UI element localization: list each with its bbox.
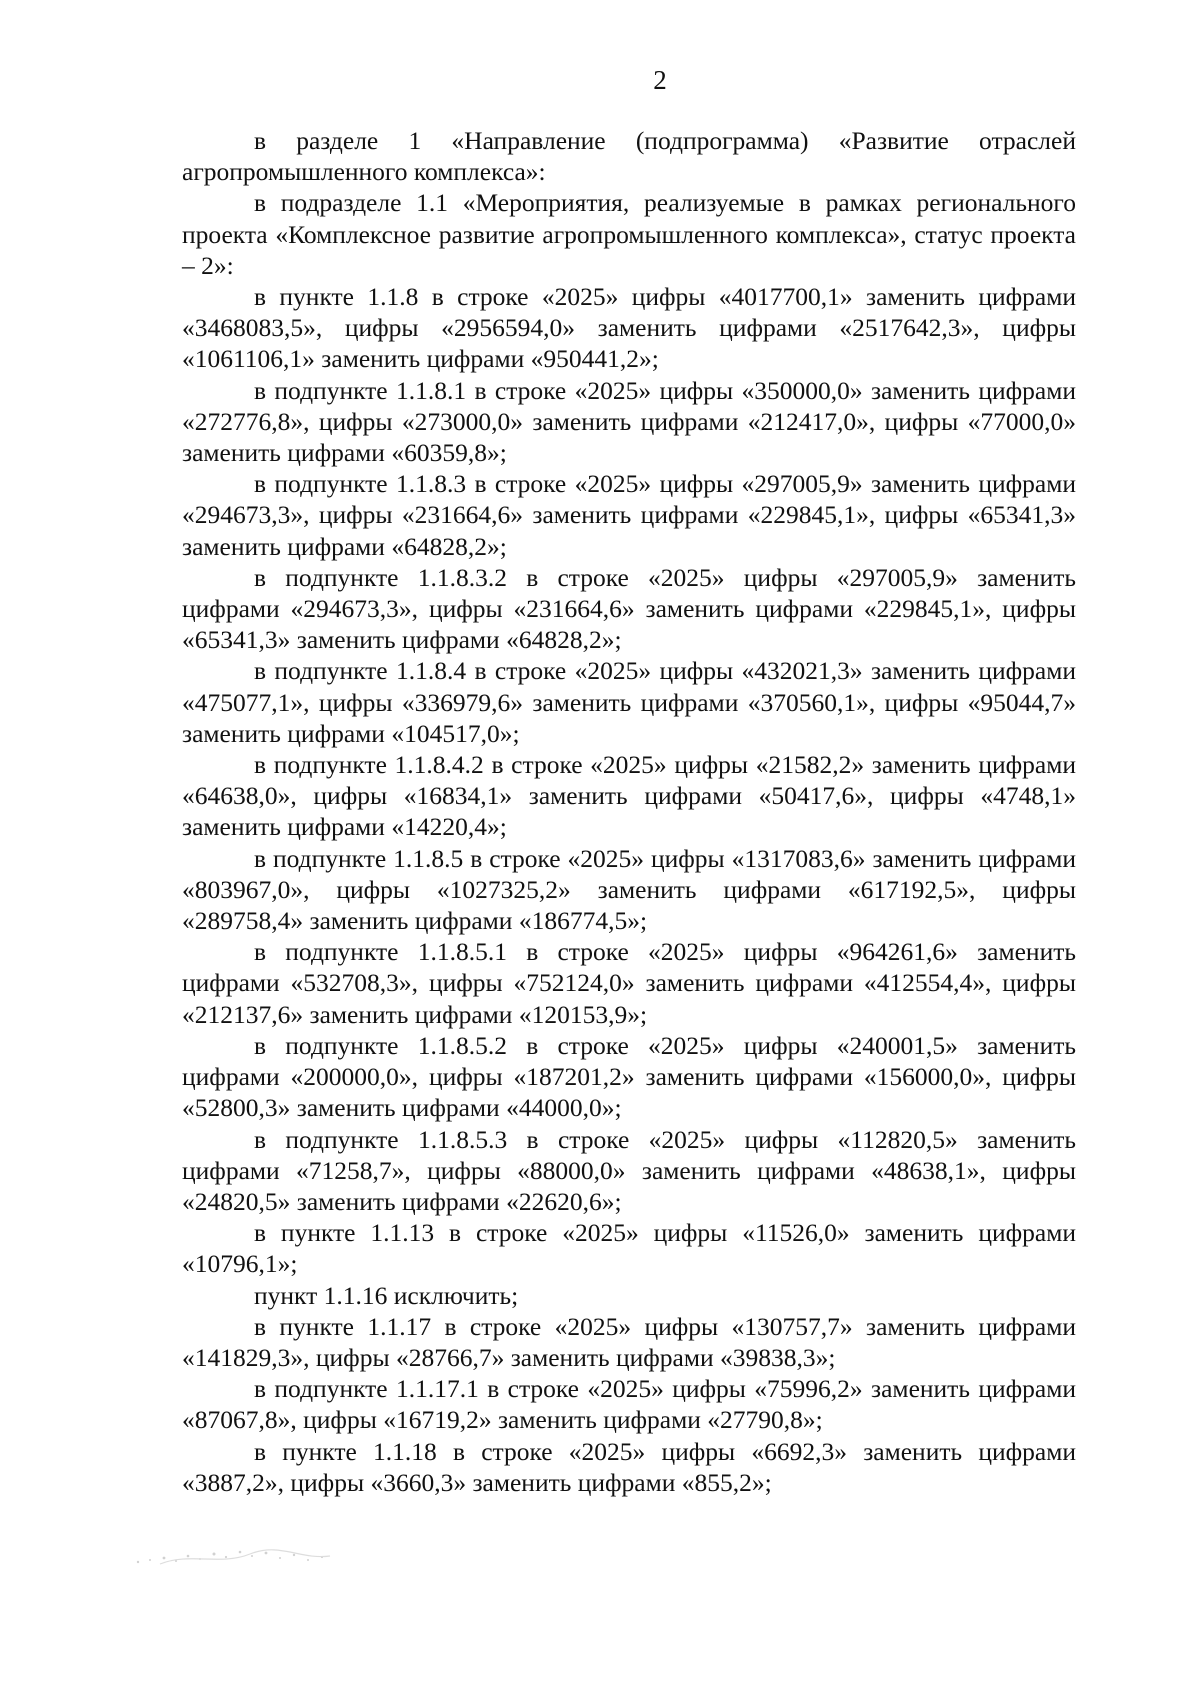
paragraph-subitem-1-1-8-4-2: в подпункте 1.1.8.4.2 в строке «2025» цифры «21582,2» заменить цифрами «64638,0», цифры «16834,1» заменить цифрами «50417,6», цифры «4748,1» заменить цифрами «14220,4»;: [182, 750, 1076, 842]
paragraph-subsection-1-1: в подразделе 1.1 «Мероприятия, реализуемые в рамках регионального проекта «Комплексное развитие агропромышленного комплекса», статус проекта – 2»:: [182, 188, 1076, 280]
paragraph-subitem-1-1-8-4: в подпункте 1.1.8.4 в строке «2025» цифры «432021,3» заменить цифрами «475077,1», цифры «336979,6» заменить цифрами «370560,1», цифры «95044,7» заменить цифрами «104517,0»;: [182, 656, 1076, 748]
paragraph-subitem-1-1-8-3-2: в подпункте 1.1.8.3.2 в строке «2025» цифры «297005,9» заменить цифрами «294673,3», цифры «231664,6» заменить цифрами «229845,1», цифры «65341,3» заменить цифрами «64828,2»;: [182, 562, 1076, 655]
paragraph-subitem-1-1-8-5-3: в подпункте 1.1.8.5.3 в строке «2025» цифры «112820,5» заменить цифрами «71258,7», цифры «88000,0» заменить цифрами «48638,1», цифры «24820,5» заменить цифрами «22620,6»;: [182, 1124, 1076, 1216]
paragraph-subitem-1-1-8-5-1: в подпункте 1.1.8.5.1 в строке «2025» цифры «964261,6» заменить цифрами «532708,3», цифры «752124,0» заменить цифрами «412554,4», цифры «212137,6» заменить цифрами «120153,9»;: [182, 937, 1076, 1029]
paragraph-subitem-1-1-8-5-2: в подпункте 1.1.8.5.2 в строке «2025» цифры «240001,5» заменить цифрами «200000,0», цифры «187201,2» заменить цифрами «156000,0», цифры «52800,3» заменить цифрами «44000,0»;: [182, 1030, 1076, 1123]
page-number: 2: [653, 65, 667, 95]
paragraph-subitem-1-1-17-1: в подпункте 1.1.17.1 в строке «2025» цифры «75996,2» заменить цифрами «87067,8», цифры «16719,2» заменить цифрами «27790,8»;: [182, 1374, 1076, 1435]
paragraph-item-1-1-17: в пункте 1.1.17 в строке «2025» цифры «130757,7» заменить цифрами «141829,3», цифры «28766,7» заменить цифрами «39838,3»;: [182, 1311, 1076, 1372]
paragraph-subitem-1-1-8-3: в подпункте 1.1.8.3 в строке «2025» цифры «297005,9» заменить цифрами «294673,3», цифры «231664,6» заменить цифрами «229845,1», цифры «65341,3» заменить цифрами «64828,2»;: [182, 469, 1076, 561]
paragraph-item-1-1-8: в пункте 1.1.8 в строке «2025» цифры «4017700,1» заменить цифрами «3468083,5», цифры «2956594,0» заменить цифрами «2517642,3», цифры «1061106,1» заменить цифрами «950441,2»;: [182, 282, 1076, 374]
paragraph-item-1-1-18: в пункте 1.1.18 в строке «2025» цифры «6692,3» заменить цифрами «3887,2», цифры «3660,3» заменить цифрами «855,2»;: [182, 1436, 1076, 1497]
document-body: [182, 125, 1076, 1498]
paragraph-item-1-1-16: пункт 1.1.16 исключить;: [254, 1280, 519, 1310]
paragraph-section-1: в разделе 1 «Направление (подпрограмма) «Развитие отраслей агропромышленного комплекса»:: [182, 126, 1076, 187]
scan-smudge-mark: [130, 1538, 340, 1572]
paragraph-subitem-1-1-8-5: в подпункте 1.1.8.5 в строке «2025» цифры «1317083,6» заменить цифрами «803967,0», цифры «1027325,2» заменить цифрами «617192,5», цифры «289758,4» заменить цифрами «186774,5»;: [182, 843, 1076, 936]
paragraph-subitem-1-1-8-1: в подпункте 1.1.8.1 в строке «2025» цифры «350000,0» заменить цифрами «272776,8», цифры «273000,0» заменить цифрами «212417,0», цифры «77000,0» заменить цифрами «60359,8»;: [182, 375, 1076, 468]
paragraph-item-1-1-13: в пункте 1.1.13 в строке «2025» цифры «11526,0» заменить цифрами «10796,1»;: [182, 1218, 1076, 1279]
